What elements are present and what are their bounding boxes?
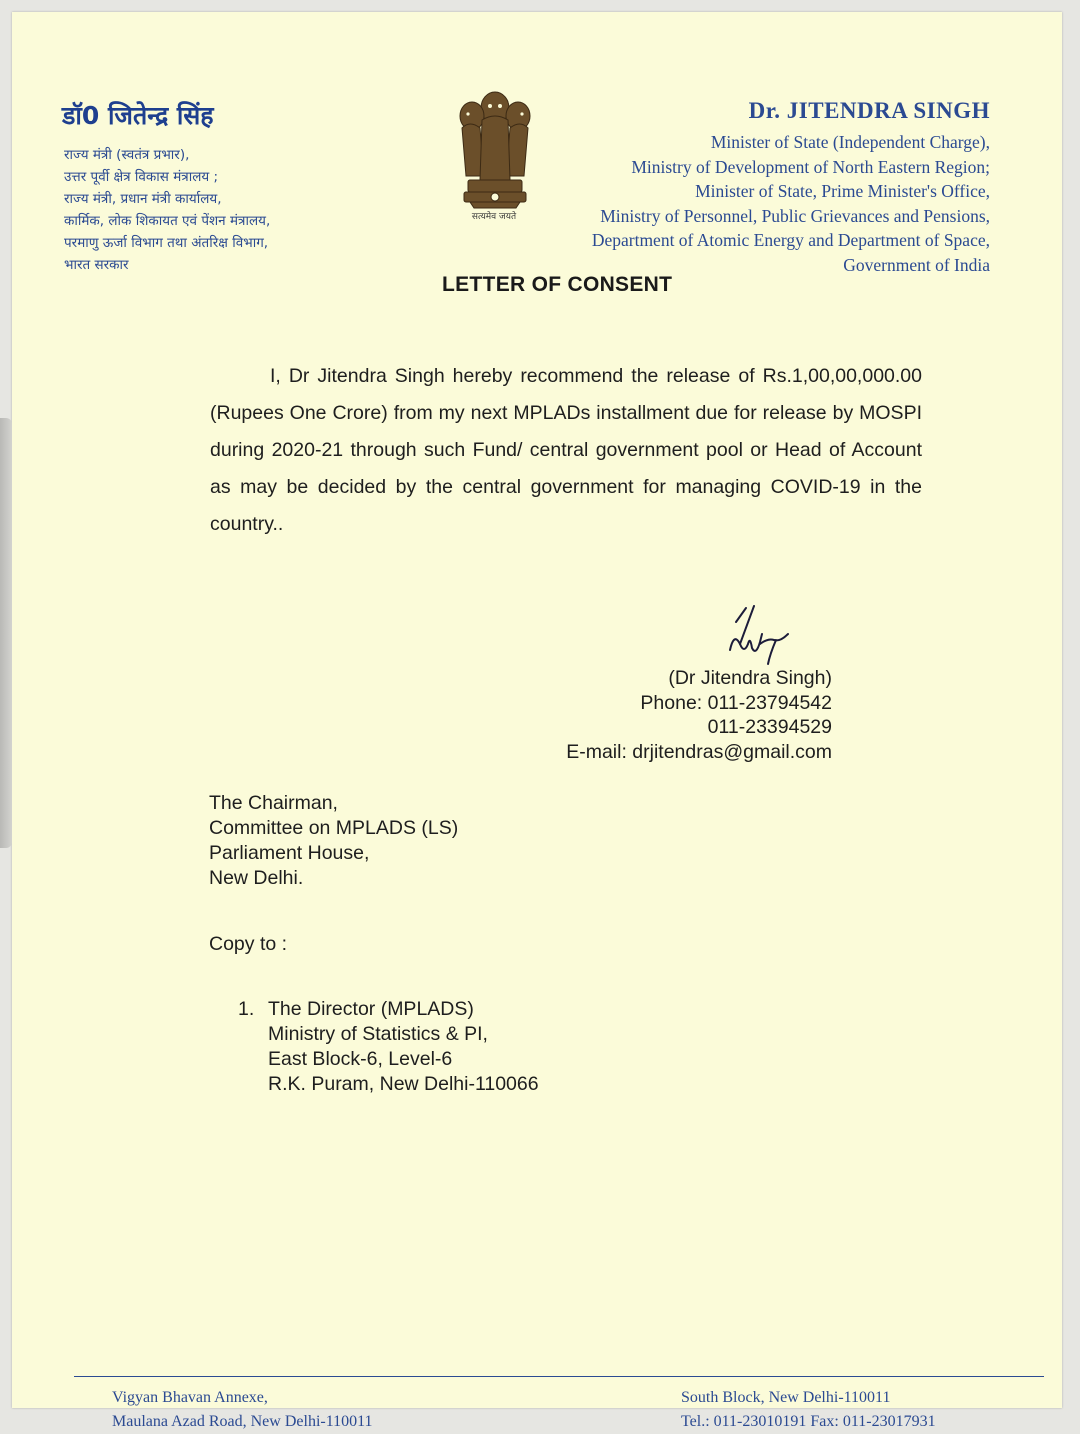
english-designation-line: Government of India [843,254,990,275]
english-designation-line: Ministry of Development of North Eastern Region; [631,156,990,177]
footer-line: Maulana Azad Road, New Delhi-110011 [112,1413,373,1430]
copy-to-label: Copy to : [209,933,288,955]
hindi-designation-line: भारत सरकार [64,257,129,273]
addressee-line: The Chairman, [209,792,338,814]
addressee-line: Parliament House, [209,842,370,864]
addressee-block [209,791,458,891]
copy-item-line: R.K. Puram, New Delhi-110066 [268,1073,539,1095]
english-designation-line: Department of Atomic Energy and Department of Space, [591,230,990,250]
copy-item-address [268,997,539,1097]
addressee-line: Committee on MPLADS (LS) [209,817,459,839]
addressee-line: New Delhi. [209,867,304,889]
hindi-minister-name: डॉ0 जितेन्द्र सिंह [62,101,214,130]
signatory-name: (Dr Jitendra Singh) [668,667,832,689]
english-minister-name: Dr. JITENDRA SINGH [748,98,990,123]
footer-line: Vigyan Bhavan Annexe, [112,1389,268,1406]
footer-line: Tel.: 011-23010191 Fax: 011-23017931 [681,1413,936,1430]
english-designation-line: Ministry of Personnel, Public Grievances and Pensions, [600,205,990,226]
email-line: E-mail: drjitendras@gmail.com [566,740,832,763]
emblem-motto: सत्यमेव जयते [471,212,517,222]
signature-block [566,666,832,764]
footer-address-right [681,1386,936,1434]
letter-body: I, Dr Jitendra Singh hereby recommend the release of Rs.1,00,00,000.00 (Rupees One Crore) from my next MPLADs installment due for release by MOSPI during 2020-21 through such Fund/ central government pool or Head of Account as may be decided by the central government for managing COVID-19 in the country.. [210,365,922,535]
hindi-designation-line: राज्य मंत्री (स्वतंत्र प्रभार), [64,147,190,163]
english-designation-line: Minister of State (Independent Charge), [710,132,990,152]
footer-address-left [112,1386,373,1434]
copy-list-item [238,997,539,1097]
letter-title: LETTER OF CONSENT [442,273,673,296]
copy-item-number: 1. [238,998,255,1020]
copy-item-line: East Block-6, Level-6 [268,1048,453,1070]
footer-line: South Block, New Delhi-110011 [681,1389,891,1406]
copy-item-line: Ministry of Statistics & PI, [268,1023,488,1045]
scroll-edge-handle[interactable] [0,418,12,848]
hindi-designation-line: कार्मिक, लोक शिकायत एवं पेंशन मंत्रालय, [64,213,271,229]
footer-divider [74,1376,1044,1377]
hindi-designations [64,144,270,276]
hindi-designation-line: परमाणु ऊर्जा विभाग तथा अंतरिक्ष विभाग, [64,235,269,251]
phone-line: Phone: 011-23794542 [640,691,832,714]
hindi-designation-line: राज्य मंत्री, प्रधान मंत्री कार्यालय, [64,191,222,207]
copy-item-line: The Director (MPLADS) [268,998,474,1020]
phone-line-alt: 011-23394529 [707,716,832,738]
hindi-designation-line: उत्तर पूर्वी क्षेत्र विकास मंत्रालय ; [64,169,219,185]
english-designations [592,130,990,277]
letter-page [12,12,1062,1430]
english-designation-line: Minister of State, Prime Minister's Office, [695,181,990,201]
signature-icon [724,604,794,666]
